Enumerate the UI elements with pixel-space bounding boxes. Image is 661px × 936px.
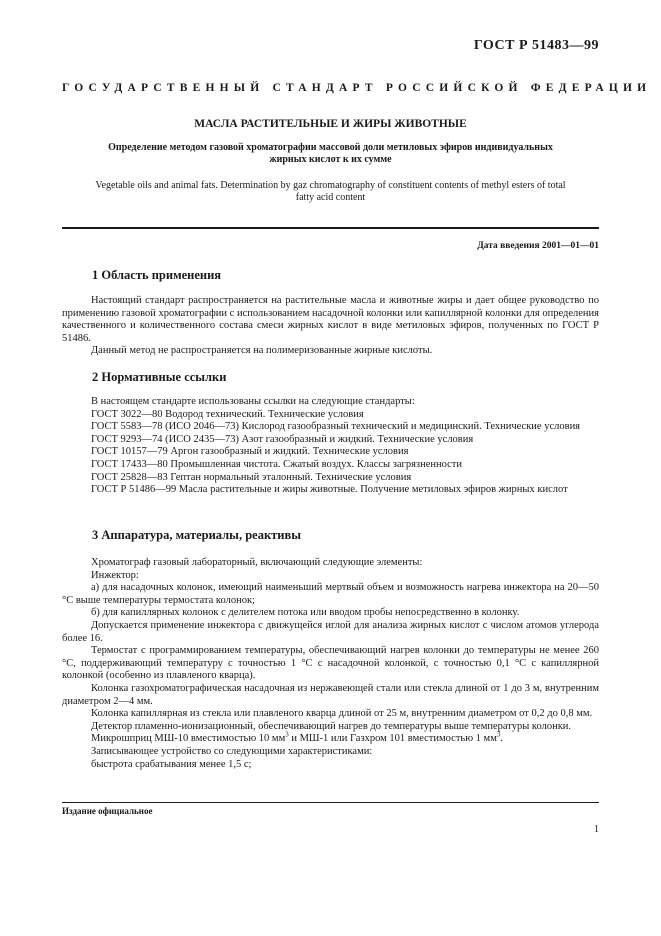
header-divider (62, 227, 599, 229)
text-fragment: Микрошприц МШ-10 вместимостью 10 мм (91, 733, 286, 745)
reference-item: ГОСТ 17433—80 Промышленная чистота. Сжатый воздух. Классы загрязненности (91, 458, 462, 470)
paragraph: Хроматограф газовый лабораторный, включающий следующие элементы: (91, 557, 423, 568)
text-fragment: и МШ-1 или Газхром 101 вместимостью 1 мм (288, 733, 497, 745)
paragraph: быстрота срабатывания менее 1,5 с; (91, 758, 252, 770)
reference-item: ГОСТ 25828—83 Гептан нормальный эталонный. Технические условия (91, 471, 412, 483)
paragraph: Детектор пламенно-ионизационный, обеспечивающий нагрев до температуры выше температуры колонки. (91, 720, 572, 732)
section-heading-references: 2 Нормативные ссылки (92, 370, 227, 384)
reference-item: ГОСТ 5583—78 (ИСО 2046—73) Кислород газообразный технический и медицинский. Технические условия (91, 421, 581, 433)
list-item: б) для капиллярных колонок с делителем потока или вводом пробы непосредственно в колонку. (91, 607, 520, 619)
superscript: 3 (285, 730, 289, 739)
paragraph: Колонка капиллярная из стекла или плавленого кварца длиной от 25 м, внутренним диаметром от 0,2 до 0,8 мм. (91, 708, 593, 720)
reference-item: ГОСТ 10157—79 Аргон газообразный и жидкий. Технические условия (91, 446, 409, 458)
english-title (62, 180, 599, 204)
section-heading-scope: 1 Область применения (92, 268, 222, 282)
section-heading-apparatus: 3 Аппаратура, материалы, реактивы (92, 528, 301, 542)
reference-item: ГОСТ 9293—74 (ИСО 2435—73) Азот газообразный и жидкий. Технические условия (91, 433, 474, 445)
english-title-line-2: fatty acid content (295, 192, 366, 203)
state-standard-title: ГОСУДАРСТВЕННЫЙ СТАНДАРТ РОССИЙСКОЙ ФЕДЕРАЦИИ (62, 82, 652, 94)
edition-note: Издание официальное (62, 806, 153, 816)
reference-item: ГОСТ 3022—80 Водород технический. Технические условия (91, 408, 364, 420)
list-item: а) для насадочных колонок, имеющий наименьший мертвый объем и возможность нагрева инжектора на 20—50 °С выше температуры термостата колонок; (62, 582, 599, 606)
english-title-line-1: Vegetable oils and animal fats. Determination by gaz chromatography of constituent contents of methyl esters of total (95, 180, 566, 191)
section-body-references (62, 396, 599, 497)
paragraph: Инжектор: (91, 569, 139, 581)
reference-item: ГОСТ Р 51486—99 Масла растительные и жиры животные. Получение метиловых эфиров жирных кислот (91, 484, 568, 496)
paragraph (62, 730, 599, 746)
document-title: МАСЛА РАСТИТЕЛЬНЫЕ И ЖИРЫ ЖИВОТНЫЕ (194, 118, 467, 130)
paragraph: Данный метод не распространяется на полимеризованные жирные кислоты. (91, 345, 433, 357)
section-body-apparatus (62, 557, 599, 771)
paragraph: Колонка газохроматографическая насадочная из нержавеющей стали или стекла длиной от 1 до 3 м, внутренним диаметром 2—4 мм. (62, 682, 599, 707)
page-number: 1 (594, 824, 599, 835)
paragraph: Записывающее устройство со следующими характеристиками: (91, 745, 373, 757)
paragraph: Термостат с программированием температуры, обеспечивающий нагрев колонки до температуры не менее 260 °С, поддерживающий температуру с точностью 1 °С с насадочной колонкой, с точностью 0,1 °С с капиллярной колонкой (особенно из плавленого кварца). (62, 645, 599, 682)
introduction-date: Дата введения 2001—01—01 (477, 241, 599, 251)
paragraph: Допускается применение инжектора с движущейся иглой для анализа жирных кислот с числом атомов углерода более 16. (62, 619, 599, 644)
paragraph: В настоящем стандарте использованы ссылки на следующие стандарты: (91, 396, 415, 407)
superscript: 3 (496, 730, 501, 739)
document-subtitle (62, 142, 599, 166)
text-fragment: . (500, 733, 503, 745)
paragraph: Настоящий стандарт распространяется на растительные масла и животные жиры и дает общее руководство по применению газовой хроматографии с использованием насадочной колонки или капиллярной колонки для определения качественного и количественного состава смеси жирных кислот в виде метиловых эфиров, полученных по ГОСТ Р 51486. (62, 295, 599, 344)
section-body-scope (62, 295, 599, 358)
footer-divider (62, 802, 599, 803)
subtitle-line-1: Определение методом газовой хроматографии массовой доли метиловых эфиров индивидуальных (108, 142, 553, 153)
document-code: ГОСТ Р 51483—99 (473, 38, 599, 53)
subtitle-line-2: жирных кислот к их сумме (269, 154, 392, 165)
